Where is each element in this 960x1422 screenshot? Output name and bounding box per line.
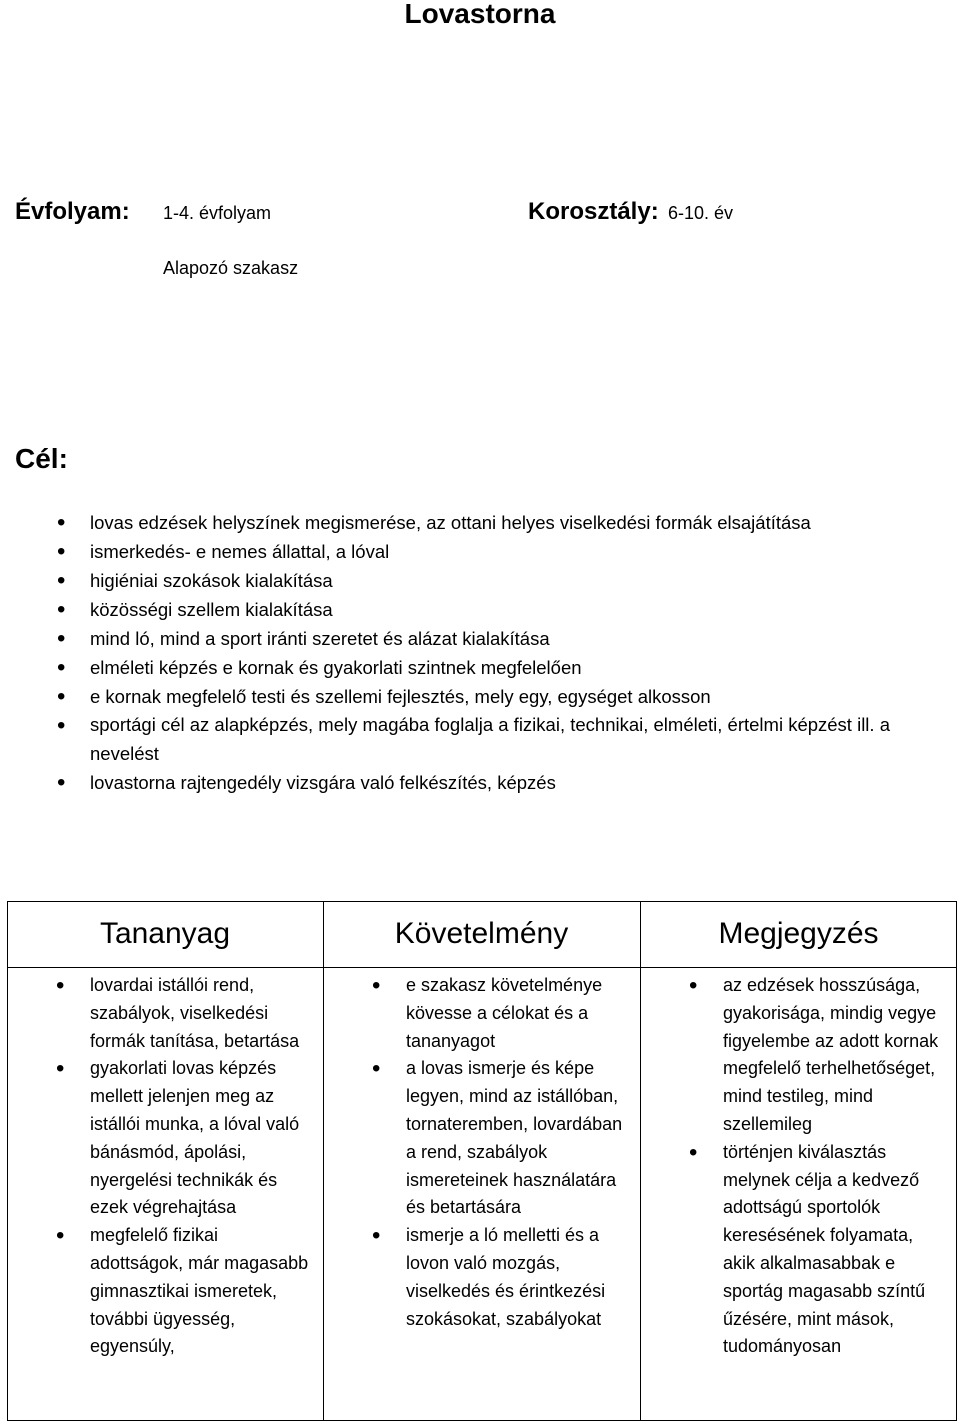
list-item: • az edzések hosszúsága, gyakorisága, mindig vegye figyelembe az adott kornak megfelelő terhelhetőséget, mind testileg, mind szellemileg <box>640 972 957 1139</box>
korosztaly-label: Korosztály: <box>528 198 659 226</box>
goal-item: • higiéniai szokások kialakítása <box>0 566 960 595</box>
goal-item: • lovas edzések helyszínek megismerése, az ottani helyes viselkedési formák elsajátítása <box>0 508 960 537</box>
szakasz-label: Alapozó szakasz <box>163 258 298 279</box>
goal-item: • sportági cél az alapképzés, mely magába foglalja a fizikai, technikai, elméleti, értelmi képzést ill. a nevelést <box>0 711 960 768</box>
goal-item: • ismerkedés- e nemes állattal, a lóval <box>0 537 960 566</box>
goal-list <box>0 508 960 797</box>
list-item: • lovardai istállói rend, szabályok, viselkedési formák tanítása, betartása <box>7 972 323 1055</box>
list-item: • történjen kiválasztás melynek célja a kedvező adottságú sportolók keresésének folyamata, akik alkalmasabbak e sportág magasabb színtű űzésére, mint mások, tudományosan <box>640 1139 957 1361</box>
cel-heading: Cél: <box>15 443 68 475</box>
column-header-megjegyzes: Megjegyzés <box>640 901 957 968</box>
evfolyam-label: Évfolyam: <box>15 198 130 226</box>
goal-item: • elméleti képzés e kornak és gyakorlati szintnek megfelelően <box>0 653 960 682</box>
goal-item: • e kornak megfelelő testi és szellemi fejlesztés, mely egy, egységet alkosson <box>0 682 960 711</box>
evfolyam-value: 1-4. évfolyam <box>163 203 271 224</box>
page-title: Lovastorna <box>0 0 960 34</box>
goal-item: • lovastorna rajtengedély vizsgára való felkészítés, képzés <box>0 768 960 797</box>
column-header-tananyag: Tananyag <box>7 901 323 968</box>
kovetelmeny-cell <box>323 968 640 1422</box>
curriculum-table <box>7 901 957 1422</box>
list-item: • a lovas ismerje és képe legyen, mind az istállóban, tornateremben, lovardában a rend, szabályok ismereteinek használatára és betartására <box>323 1055 640 1222</box>
korosztaly-value: 6-10. év <box>668 203 733 224</box>
list-item: • e szakasz követelménye kövesse a célokat és a tananyagot <box>323 972 640 1055</box>
list-item: • ismerje a ló melletti és a lovon való mozgás, viselkedés és érintkezési szokásokat, szabályokat <box>323 1222 640 1333</box>
megjegyzes-cell <box>640 968 957 1422</box>
goal-item: • közösségi szellem kialakítása <box>0 595 960 624</box>
column-header-kovetelmeny: Követelmény <box>323 901 640 968</box>
list-item: • gyakorlati lovas képzés mellett jelenjen meg az istállói munka, a lóval való bánásmód, ápolási, nyergelési technikák és ezek végrehajtása <box>7 1055 323 1222</box>
list-item: • megfelelő fizikai adottságok, már magasabb gimnasztikai ismeretek, további ügyesség, egyensúly, <box>7 1222 323 1361</box>
tananyag-cell <box>7 968 323 1422</box>
goal-item: • mind ló, mind a sport iránti szeretet és alázat kialakítása <box>0 624 960 653</box>
